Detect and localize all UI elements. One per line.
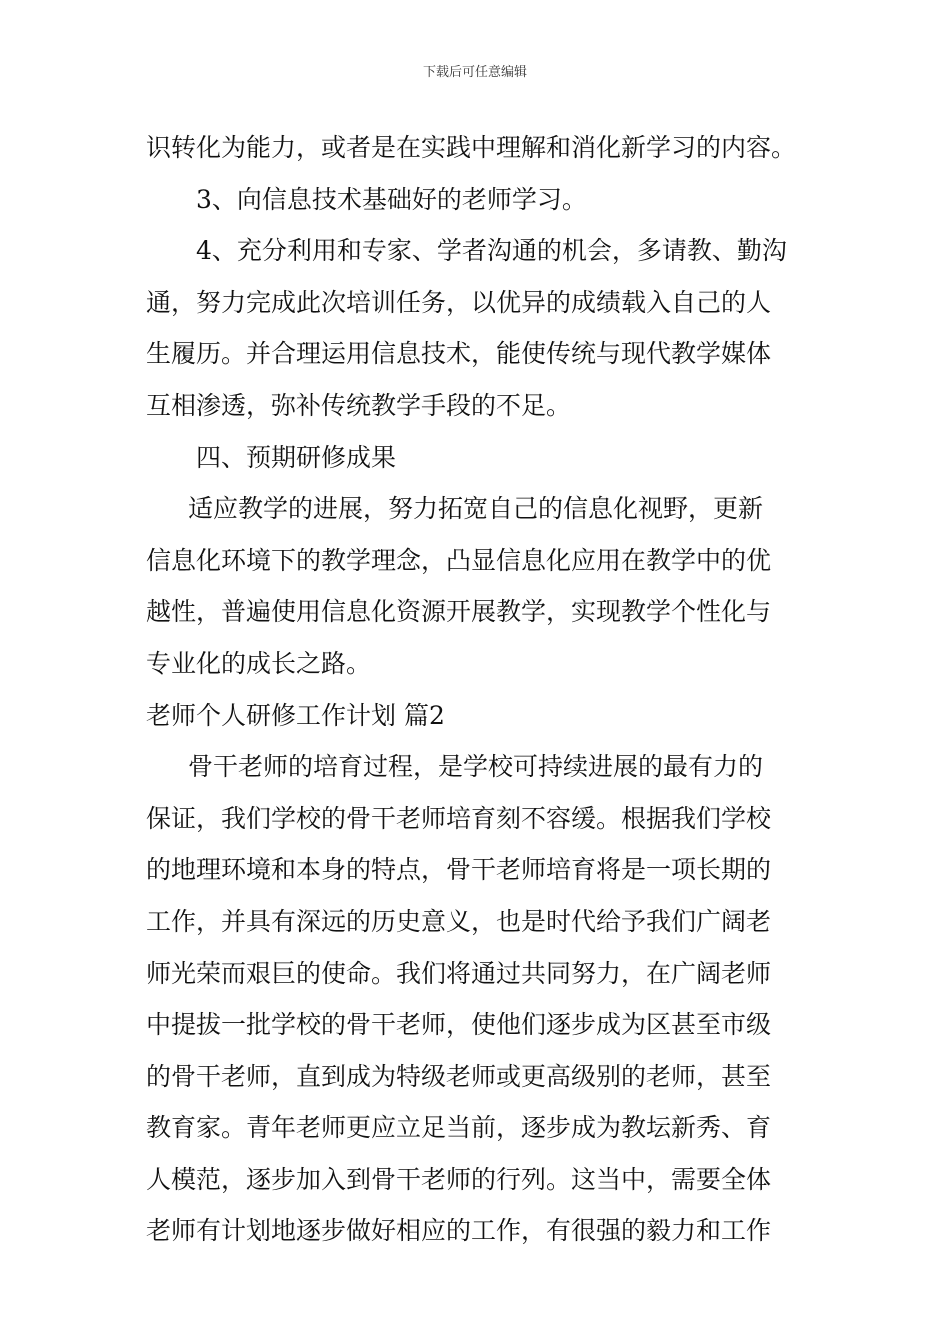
text-line: 通，努力完成此次培训任务，以优异的成绩载入自己的人 bbox=[146, 287, 772, 317]
text-line: 的骨干老师，直到成为特级老师或更高级别的老师，甚至 bbox=[146, 1061, 772, 1091]
text-line: 信息化环境下的教学理念，凸显信息化应用在教学中的优 bbox=[146, 545, 772, 575]
article-title: 老师个人研修工作计划 篇2 bbox=[146, 700, 445, 730]
text-line: 适应教学的进展，努力拓宽自己的信息化视野，更新 bbox=[188, 494, 764, 524]
text-line: 人模范，逐步加入到骨干老师的行列。这当中，需要全体 bbox=[146, 1164, 772, 1194]
text-line: 的地理环境和本身的特点，骨干老师培育将是一项长期的 bbox=[146, 855, 772, 885]
text-line: 生履历。并合理运用信息技术，能使传统与现代教学媒体 bbox=[146, 339, 772, 369]
text-line: 老师有计划地逐步做好相应的工作，有很强的毅力和工作 bbox=[146, 1216, 772, 1246]
text-line: 骨干老师的培育过程，是学校可持续进展的最有力的 bbox=[188, 752, 764, 782]
text-line: 中提拔一批学校的骨干老师，使他们逐步成为区甚至市级 bbox=[146, 1010, 772, 1040]
text-line: 专业化的成长之路。 bbox=[146, 648, 372, 678]
text-line: 工作，并具有深远的历史意义，也是时代给予我们广阔老 bbox=[146, 906, 772, 936]
text-line: 识转化为能力，或者是在实践中理解和消化新学习的内容。 bbox=[146, 133, 797, 162]
page-header: 下载后可任意编辑 bbox=[422, 65, 527, 80]
section-heading: 四、预期研修成果 bbox=[196, 442, 397, 472]
document-body bbox=[146, 122, 808, 1257]
text-line: 互相渗透，弥补传统教学手段的不足。 bbox=[146, 390, 572, 420]
text-line: 越性，普遍使用信息化资源开展教学，实现教学个性化与 bbox=[146, 597, 772, 627]
text-line: 教育家。青年老师更应立足当前，逐步成为教坛新秀、育 bbox=[146, 1113, 772, 1143]
list-item: 3、向信息技术基础好的老师学习。 bbox=[196, 184, 587, 214]
list-item: 4、充分利用和专家、学者沟通的机会，多请教、勤沟 bbox=[196, 236, 787, 266]
text-line: 保证，我们学校的骨干老师培育刻不容缓。根据我们学校 bbox=[146, 803, 772, 833]
text-line: 师光荣而艰巨的使命。我们将通过共同努力，在广阔老师 bbox=[146, 958, 772, 988]
